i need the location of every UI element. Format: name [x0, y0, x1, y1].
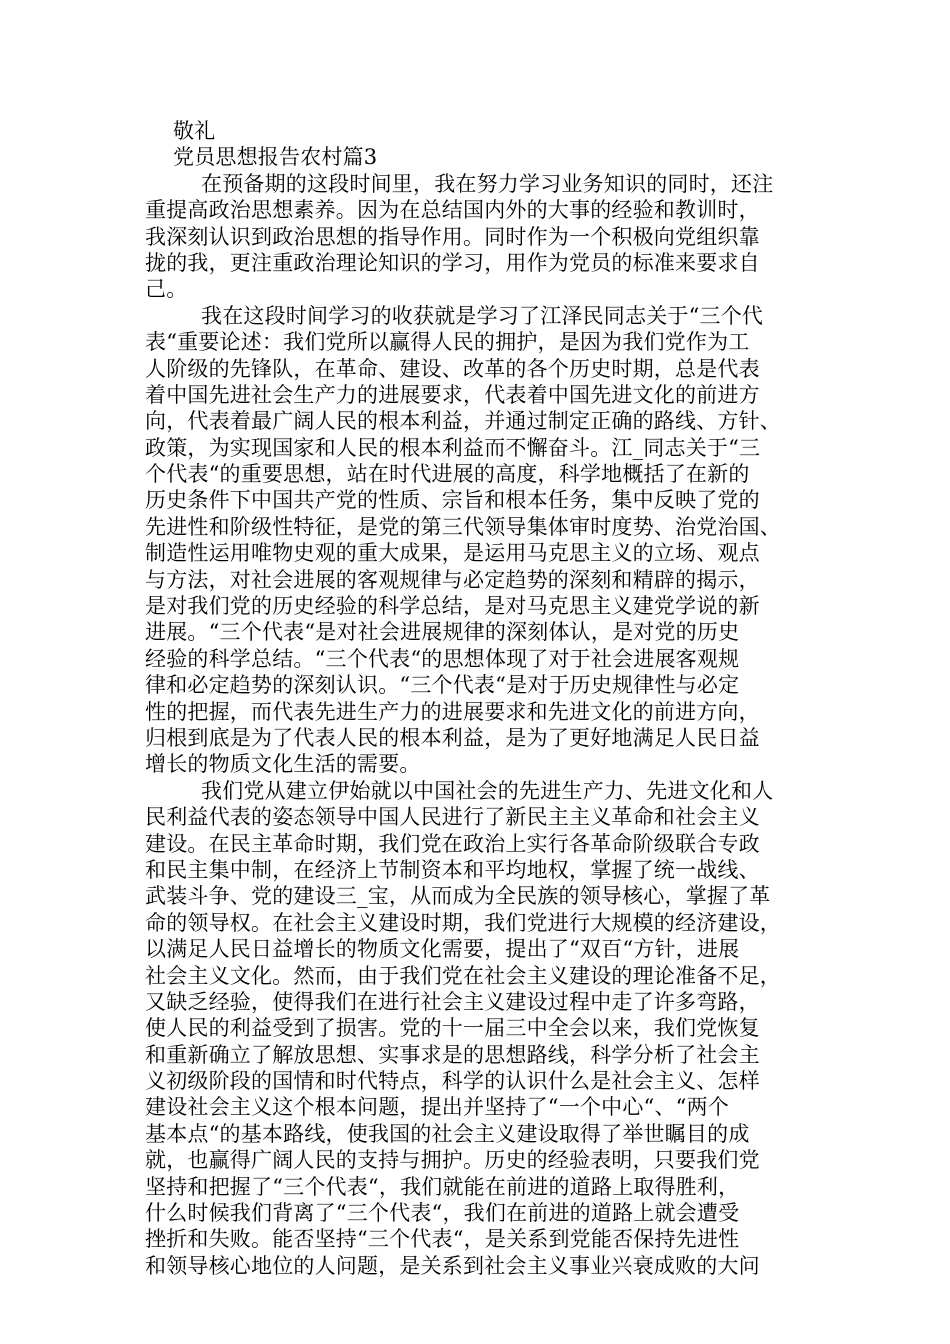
- paragraph-line: 着中国先进社会生产力的进展要求，代表着中国先进文化的前进方: [145, 382, 760, 407]
- paragraph-line: 以满足人民日益增长的物质文化需要，提出了“双百“方针，进展: [145, 937, 740, 962]
- paragraph-line: 建设。在民主革命时期，我们党在政治上实行各革命阶级联合专政: [145, 831, 760, 856]
- paragraph-line: 坚持和把握了“三个代表“，我们就能在前进的道路上取得胜利，: [145, 1174, 740, 1199]
- paragraph-line: 就，也赢得广阔人民的支持与拥护。历史的经验表明，只要我们党: [145, 1148, 760, 1173]
- paragraph-line: 律和必定趋势的深刻认识。“三个代表“是对于历史规律性与必定: [145, 673, 740, 698]
- paragraph-line: 在预备期的这段时间里，我在努力学习业务知识的同时，还注: [201, 171, 774, 196]
- paragraph-line: 性的把握，而代表先进生产力的进展要求和先进文化的前进方向，: [145, 699, 760, 724]
- paragraph-line: 重提高政治思想素养。因为在总结国内外的大事的经验和教训时，: [145, 198, 760, 223]
- paragraph-line: 我们党从建立伊始就以中国社会的先进生产力、先进文化和人: [201, 778, 774, 803]
- salutation: 敬礼: [173, 119, 216, 143]
- paragraph-line: 和民主集中制，在经济上节制资本和平均地权，掌握了统一战线、: [145, 857, 760, 882]
- paragraph-line: 个代表“的重要思想，站在时代进展的高度，科学地概括了在新的: [145, 462, 750, 487]
- paragraph-line: 挫折和失败。能否坚持“三个代表“，是关系到党能否保持先进性: [145, 1227, 740, 1252]
- paragraph-line: 和领导核心地位的人问题，是关系到社会主义事业兴衰成败的大问: [145, 1253, 760, 1278]
- paragraph-line: 和重新确立了解放思想、实事求是的思想路线，科学分析了社会主: [145, 1042, 760, 1067]
- paragraph-line: 命的领导权。在社会主义建设时期，我们党进行大规模的经济建设，: [145, 910, 781, 935]
- paragraph-line: 经验的科学总结。“三个代表“的思想体现了对于社会进展客观规: [145, 646, 740, 671]
- paragraph-line: 民利益代表的姿态领导中国人民进行了新民主主义革命和社会主义: [145, 805, 760, 830]
- paragraph-line: 义初级阶段的国情和时代特点，科学的认识什么是社会主义、怎样: [145, 1069, 760, 1094]
- paragraph-line: 又缺乏经验，使得我们在进行社会主义建设过程中走了许多弯路，: [145, 989, 760, 1014]
- paragraph-line: 是对我们党的历史经验的科学总结，是对马克思主义建党学说的新: [145, 594, 760, 619]
- paragraph-line: 使人民的利益受到了损害。党的十一届三中全会以来，我们党恢复: [145, 1016, 760, 1041]
- paragraph-line: 人阶级的先锋队，在革命、建设、改革的各个历史时期，总是代表: [145, 356, 760, 381]
- paragraph-line: 拢的我，更注重政治理论知识的学习，用作为党员的标准来要求自: [145, 250, 760, 275]
- paragraph-1: [145, 171, 805, 303]
- paragraph-line: 己。: [145, 277, 188, 302]
- paragraph-line: 制造性运用唯物史观的重大成果，是运用马克思主义的立场、观点: [145, 541, 760, 566]
- paragraph-line: 历史条件下中国共产党的性质、宗旨和根本任务，集中反映了党的: [145, 488, 760, 513]
- paragraph-2: [145, 303, 805, 778]
- paragraph-line: 增长的物质文化生活的需要。: [145, 752, 421, 777]
- document-body: [145, 118, 805, 1279]
- paragraph-line: 向，代表着最广阔人民的根本利益，并通过制定正确的路线、方针、: [145, 409, 781, 434]
- paragraph-line: 进展。“三个代表“是对社会进展规律的深刻体认，是对党的历史: [145, 620, 740, 645]
- paragraph-line: 与方法，对社会进展的客观规律与必定趋势的深刻和精辟的揭示，: [145, 567, 760, 592]
- paragraph-line: 社会主义文化。然而，由于我们党在社会主义建设的理论准备不足，: [145, 963, 781, 988]
- paragraph-line: 基本点“的基本路线，使我国的社会主义建设取得了举世瞩目的成: [145, 1121, 750, 1146]
- paragraph-line: 表“重要论述：我们党所以赢得人民的拥护，是因为我们党作为工: [145, 330, 750, 355]
- paragraph-line: 我在这段时间学习的收获就是学习了江泽民同志关于“三个代: [201, 303, 764, 328]
- paragraph-line: 先进性和阶级性特征，是党的第三代领导集体审时度势、治党治国、: [145, 514, 781, 539]
- paragraph-line: 我深刻认识到政治思想的指导作用。同时作为一个积极向党组织靠: [145, 224, 760, 249]
- paragraph-line: 归根到底是为了代表人民的根本利益，是为了更好地满足人民日益: [145, 725, 760, 750]
- section-heading: 党员思想报告农村篇3: [173, 145, 378, 170]
- paragraph-line: 建设社会主义这个根本问题，提出并坚持了“一个中心“、“两个: [145, 1095, 730, 1120]
- paragraph-line: 政策，为实现国家和人民的根本利益而不懈奋斗。江_同志关于“三: [145, 435, 761, 460]
- paragraph-line: 武装斗争、党的建设三_宝，从而成为全民族的领导核心，掌握了革: [145, 884, 771, 909]
- paragraph-line: 什么时候我们背离了“三个代表“，我们在前进的道路上就会遭受: [145, 1201, 740, 1226]
- paragraph-3: [145, 778, 805, 1279]
